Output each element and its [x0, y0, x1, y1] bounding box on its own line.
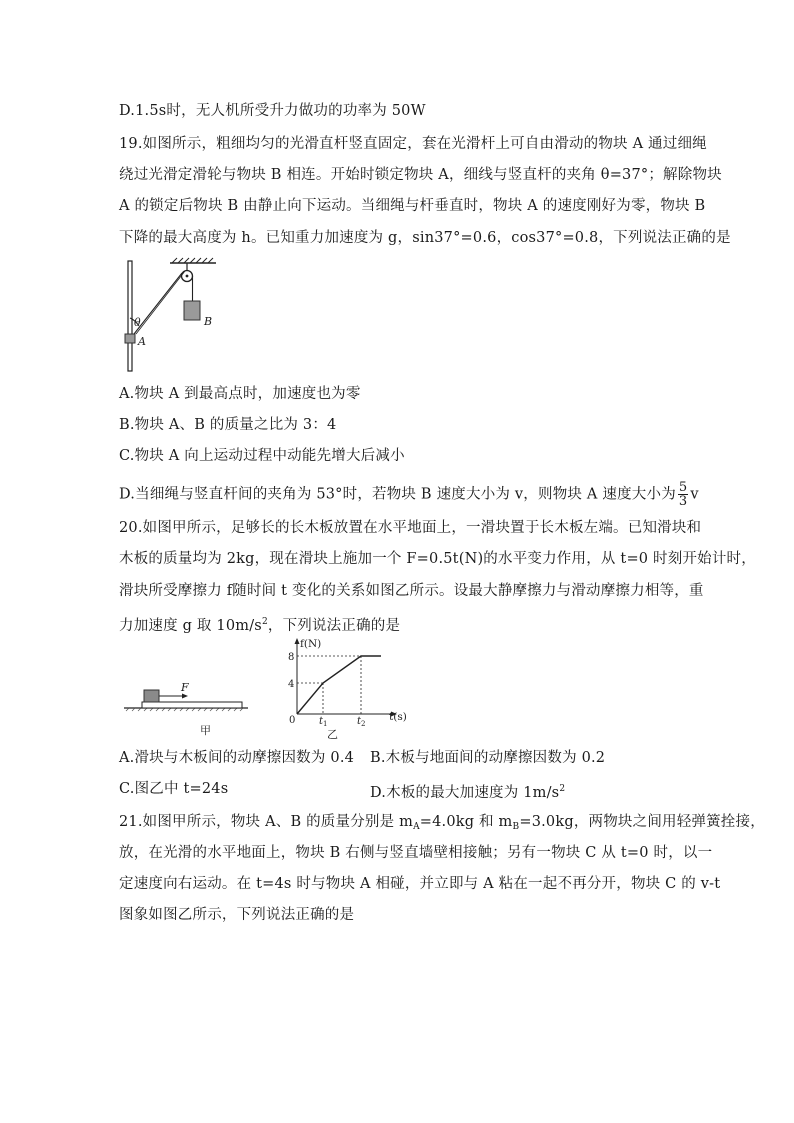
- label-b: B: [204, 315, 213, 328]
- q19-option-c: C.物块 A 向上运动过程中动能先增大后减小: [119, 448, 405, 464]
- block-a: [125, 334, 135, 343]
- q20-line4-text: 力加速度 g 取 10m/s: [119, 618, 262, 634]
- q21-stem-line3: 定速度向右运动。在 t=4s 时与物块 A 相碰，并立即与 A 粘在一起不再分开，物块 C 的 v-t: [119, 876, 721, 892]
- q19-stem-line4: 下降的最大高度为 h。已知重力加速度为 g，sin37°=0.6，cos37°=0.8，下列说法正确的是: [119, 230, 731, 246]
- fraction-denominator: 3: [678, 494, 688, 509]
- fraction-five-thirds: [678, 481, 688, 508]
- pulley-axle: [186, 275, 189, 278]
- q21-stem-line1: [119, 812, 765, 837]
- q21-line1-c: =3.0kg，两物块之间用轻弹簧拴接，: [519, 814, 765, 830]
- long-board: [142, 702, 242, 708]
- friction-curve: [297, 656, 381, 714]
- y-axis-arrow: [295, 638, 300, 644]
- origin-label: 0: [289, 715, 296, 726]
- q20-option-d-superscript: 2: [559, 784, 566, 794]
- q20-line4-superscript: 2: [261, 617, 268, 627]
- x-axis-label: t(s): [389, 711, 407, 723]
- q19-stem-line1: 19.如图所示，粗细均匀的光滑直杆竖直固定，套在光滑杆上可自由滑动的物块 A 通过细绳: [119, 136, 707, 152]
- q20-stem-line1: 20.如图甲所示，足够长的长木板放置在水平地面上，一滑块置于长木板左端。已知滑块和: [119, 520, 702, 536]
- q19-option-a: A.物块 A 到最高点时，加速度也为零: [119, 386, 361, 402]
- q21-line1-b: =4.0kg 和 m: [419, 814, 513, 830]
- subscript-a: A: [413, 822, 420, 832]
- rope-to-a: [134, 273, 182, 334]
- y-tick-4: 4: [288, 679, 295, 690]
- q20-stem-line2: 木板的质量均为 2kg，现在滑块上施加一个 F=0.5t(N)的水平变力作用，从 t=0 时刻开始计时，: [119, 551, 756, 567]
- q20-line4-tail: ，下列说法正确的是: [267, 618, 401, 634]
- label-a: A: [138, 335, 146, 348]
- fraction-numerator: 5: [678, 480, 688, 495]
- q20-option-d: [370, 779, 565, 803]
- q19-option-b: B.物块 A、B 的质量之比为 3：4: [119, 417, 337, 433]
- q20-option-b: B.木板与地面间的动摩擦因数为 0.2: [370, 750, 606, 766]
- q19-option-d: [119, 481, 699, 508]
- slider-block: [144, 690, 159, 702]
- subscript-b: B: [512, 822, 520, 832]
- q21-stem-line2: 放，在光滑的水平地面上，物块 B 右侧与竖直墙壁相接触；另有一物块 C 从 t=0 时，以一: [119, 845, 713, 861]
- q21-line1-a: 21.如图甲所示，物块 A、B 的质量分别是 m: [119, 814, 414, 830]
- q20-figure-yi: [286, 636, 416, 740]
- q20-stem-line3: 滑块所受摩擦力 f随时间 t 变化的关系如图乙所示。设最大静摩擦力与滑动摩擦力相等，重: [119, 583, 704, 599]
- q20-option-c: C.图乙中 t=24s: [119, 781, 229, 797]
- caption-jia: 甲: [200, 724, 211, 737]
- q20-stem-line4: [119, 612, 400, 636]
- q19-stem-line2: 绕过光滑定滑轮与物块 B 相连。开始时锁定物块 A，细线与竖直杆的夹角 θ=37°；解除物块: [119, 167, 722, 183]
- caption-yi: 乙: [327, 728, 338, 740]
- y-axis-label: f(N): [300, 638, 322, 650]
- q18-option-d: D.1.5s时，无人机所受升力做功的功率为 50W: [119, 103, 426, 119]
- q20-option-d-text: D.木板的最大加速度为 1m/s: [370, 785, 560, 801]
- force-arrow-head: [182, 694, 188, 699]
- tick-t2: $t_2$: [357, 716, 366, 728]
- rope-upper-edge: [136, 271, 185, 334]
- q19-option-d-unit: v: [690, 486, 699, 503]
- q20-figure-jia: [122, 680, 252, 742]
- block-b: [184, 301, 200, 320]
- q19-option-d-text: D.当细绳与竖直杆间的夹角为 53°时，若物块 B 速度大小为 v，则物块 A 速度大小为: [119, 486, 676, 503]
- force-label: F: [181, 681, 189, 694]
- q19-stem-line3: A 的锁定后物块 B 由静止向下运动。当细绳与杆垂直时，物块 A 的速度刚好为零，物块 B: [119, 198, 706, 214]
- q19-figure: [118, 256, 228, 374]
- q20-option-a: A.滑块与木板间的动摩擦因数为 0.4: [119, 750, 355, 766]
- tick-t1: $t_1$: [319, 716, 328, 728]
- y-tick-8: 8: [288, 652, 295, 663]
- vertical-rod: [128, 261, 132, 371]
- q21-stem-line4: 图象如图乙所示，下列说法正确的是: [119, 907, 355, 923]
- label-theta: θ: [134, 316, 141, 329]
